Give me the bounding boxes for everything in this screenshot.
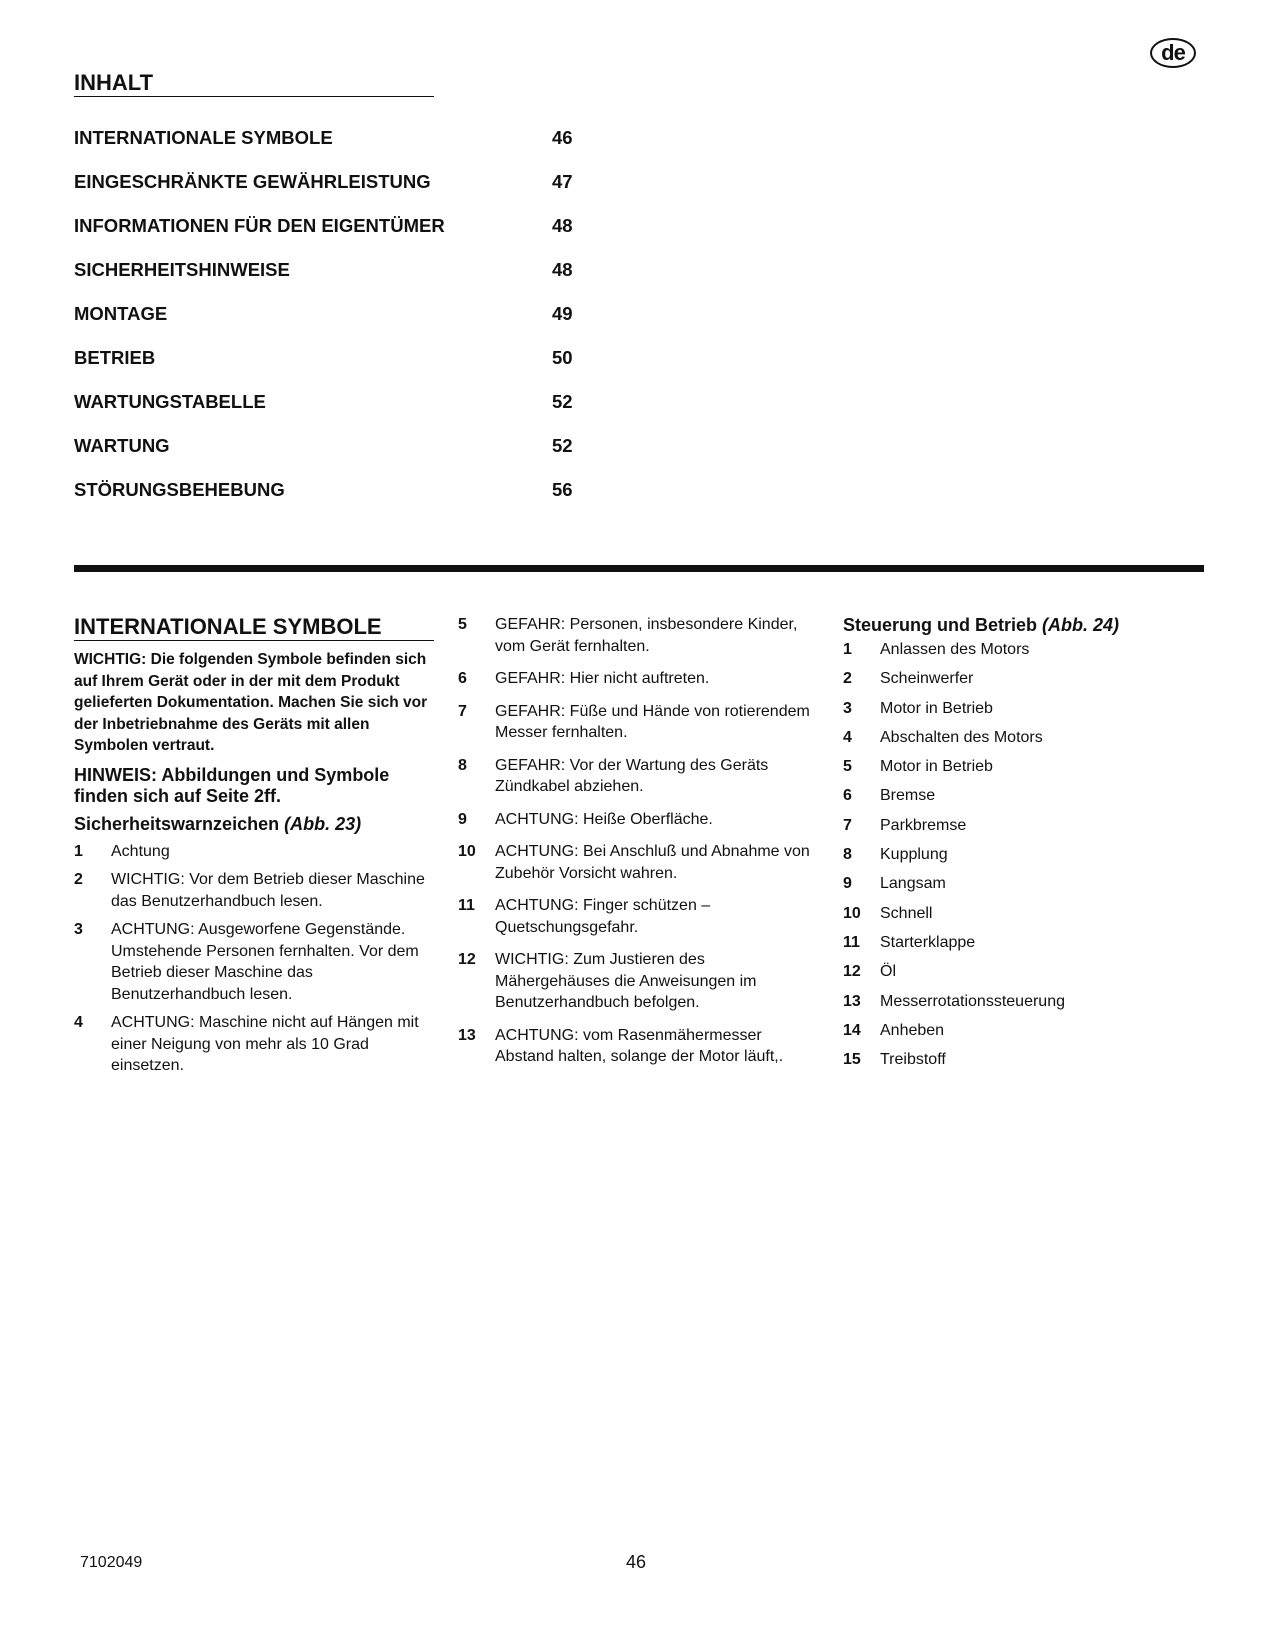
document-code: 7102049	[80, 1554, 143, 1571]
item-number: 6	[458, 670, 467, 687]
list-item	[843, 756, 1203, 778]
item-text: Motor in Betrieb	[880, 758, 993, 776]
item-number: 13	[458, 1026, 476, 1044]
toc-entry-label: INFORMATIONEN FÜR DEN EIGENTÜMER	[74, 215, 445, 236]
toc-entry-label: INTERNATIONALE SYMBOLE	[74, 127, 333, 148]
list-item	[74, 1012, 434, 1077]
list-item	[74, 841, 434, 863]
toc-entry-label: BETRIEB	[74, 347, 156, 368]
item-number: 2	[74, 871, 83, 888]
list-item	[843, 698, 1203, 720]
item-number: 3	[74, 921, 83, 938]
list-item	[458, 614, 818, 657]
toc-entry	[74, 248, 594, 292]
list-item	[843, 815, 1203, 837]
toc-entry	[74, 204, 594, 248]
item-number: 10	[843, 904, 861, 922]
toc-entry	[74, 380, 594, 424]
toc-entry-page: 48	[552, 215, 573, 236]
toc-entry-page: 49	[552, 303, 573, 324]
list-item	[458, 841, 818, 884]
column-left	[74, 614, 434, 1084]
item-number: 13	[843, 992, 861, 1010]
item-number: 12	[458, 951, 476, 968]
item-number: 9	[458, 810, 467, 828]
list-item	[843, 873, 1203, 895]
section-title: INTERNATIONALE SYMBOLE	[74, 614, 434, 641]
toc-entry-page: 52	[552, 391, 573, 412]
item-number: 7	[458, 702, 467, 720]
section-divider	[74, 565, 1204, 572]
item-number: 2	[843, 670, 852, 688]
item-number: 3	[843, 699, 852, 717]
list-item	[843, 1049, 1203, 1071]
item-text: Öl	[880, 963, 896, 981]
item-text: ACHTUNG: vom Rasenmähermesser Abstand halten, solange der Motor läuft,.	[495, 1026, 784, 1065]
list-item	[843, 785, 1203, 807]
toc-entry-page: 50	[552, 347, 573, 368]
important-notice: WICHTIG: Die folgenden Symbole befinden sich auf Ihrem Gerät oder in der mit dem Produkt gelieferten Dokumentation. Machen Sie sich vor der Inbetriebnahme des Geräts mit allen Symbolen vertraut.	[74, 651, 428, 754]
hint-notice: HINWEIS: Abbildungen und Symbole finden sich auf Seite 2ff.	[74, 764, 390, 806]
toc-entry-page: 46	[552, 127, 573, 148]
item-text: Treibstoff	[880, 1051, 946, 1069]
list-item	[74, 919, 434, 1005]
item-number: 1	[74, 842, 83, 860]
item-number: 1	[843, 641, 852, 658]
control-heading-text: Steuerung und Betrieb	[843, 615, 1038, 635]
item-text: Langsam	[880, 875, 946, 893]
item-text: Motor in Betrieb	[880, 699, 993, 717]
list-item	[843, 1020, 1203, 1042]
safety-heading	[74, 813, 434, 835]
item-number: 5	[843, 758, 852, 776]
toc-entry-label: EINGESCHRÄNKTE GEWÄHRLEISTUNG	[74, 171, 431, 192]
control-heading	[843, 614, 1203, 636]
control-figure-ref: (Abb. 24)	[1042, 615, 1120, 635]
list-item	[458, 949, 818, 1014]
list-item	[843, 961, 1203, 983]
item-text: ACHTUNG: Maschine nicht auf Hängen mit einer Neigung von mehr als 10 Grad einsetzen.	[111, 1014, 419, 1074]
list-item	[458, 1025, 818, 1068]
item-text: GEFAHR: Vor der Wartung des Geräts Zündkabel abziehen.	[495, 756, 769, 795]
list-item	[843, 991, 1203, 1013]
list-item	[458, 755, 818, 798]
list-item	[458, 895, 818, 938]
item-text: WICHTIG: Zum Justieren des Mähergehäuses die Anweisungen im Benutzerhandbuch befolgen.	[495, 951, 757, 1011]
item-text: Scheinwerfer	[880, 670, 974, 688]
toc-entry-page: 52	[552, 435, 573, 456]
item-number: 15	[843, 1051, 861, 1069]
toc-entry-page: 47	[552, 171, 573, 192]
item-number: 9	[843, 875, 852, 893]
item-text: Kupplung	[880, 846, 948, 864]
toc-entry	[74, 468, 594, 512]
item-text: WICHTIG: Vor dem Betrieb dieser Maschine das Benutzerhandbuch lesen.	[111, 871, 425, 910]
language-badge: de	[1150, 38, 1196, 68]
item-number: 12	[843, 963, 861, 981]
list-item	[74, 869, 434, 912]
item-text: Starterklappe	[880, 933, 976, 951]
item-text: Anlassen des Motors	[880, 641, 1030, 658]
toc-entry	[74, 424, 594, 468]
list-item	[458, 668, 818, 690]
toc-entry-page: 48	[552, 259, 573, 280]
item-text: Anheben	[880, 1021, 945, 1039]
item-number: 6	[843, 787, 852, 805]
item-text: GEFAHR: Personen, insbesondere Kinder, vom Gerät fernhalten.	[495, 616, 798, 655]
item-number: 11	[843, 933, 860, 951]
list-item	[843, 727, 1203, 749]
item-number: 14	[843, 1021, 861, 1039]
item-number: 5	[458, 616, 467, 633]
page-number: 46	[626, 1552, 647, 1572]
item-number: 4	[843, 728, 852, 746]
safety-heading-text: Sicherheitswarnzeichen	[74, 813, 280, 834]
item-number: 8	[843, 846, 852, 864]
toc-entry-label: MONTAGE	[74, 303, 168, 324]
list-item	[843, 932, 1203, 954]
item-text: GEFAHR: Füße und Hände von rotierendem Messer fernhalten.	[495, 702, 810, 741]
item-text: Achtung	[111, 842, 170, 860]
toc-title: INHALT	[74, 70, 434, 97]
list-item	[843, 903, 1203, 925]
toc-entry-label: STÖRUNGSBEHEBUNG	[74, 479, 285, 500]
item-text: Abschalten des Motors	[880, 728, 1043, 746]
item-text: ACHTUNG: Bei Anschluß und Abnahme von Zubehör Vorsicht wahren.	[495, 843, 810, 882]
item-text: ACHTUNG: Finger schützen – Quetschungsgefahr.	[495, 897, 711, 936]
toc-entry-page: 56	[552, 479, 573, 500]
item-number: 8	[458, 756, 467, 774]
toc-entry-label: SICHERHEITSHINWEISE	[74, 259, 290, 280]
table-of-contents	[74, 116, 594, 512]
item-text: Bremse	[880, 787, 936, 805]
item-number: 4	[74, 1014, 83, 1031]
item-number: 10	[458, 843, 476, 860]
toc-entry-label: WARTUNG	[74, 435, 170, 456]
toc-entry-label: WARTUNGSTABELLE	[74, 391, 266, 412]
list-item	[458, 701, 818, 744]
item-text: ACHTUNG: Heiße Oberfläche.	[495, 810, 713, 828]
column-right	[843, 614, 1203, 1078]
item-text: Schnell	[880, 904, 933, 922]
item-text: GEFAHR: Hier nicht auftreten.	[495, 670, 710, 687]
toc-entry	[74, 116, 594, 160]
toc-entry	[74, 336, 594, 380]
toc-entry	[74, 160, 594, 204]
item-text: Messerrotationssteuerung	[880, 992, 1065, 1010]
item-text: ACHTUNG: Ausgeworfene Gegenstände. Umstehende Personen fernhalten. Vor dem Betrieb dieser Maschine das Benutzerhandbuch lesen.	[111, 921, 419, 1003]
toc-entry	[74, 292, 594, 336]
list-item	[843, 668, 1203, 690]
column-middle	[458, 614, 818, 1079]
item-text: Parkbremse	[880, 816, 967, 834]
item-number: 7	[843, 816, 852, 834]
item-number: 11	[458, 897, 475, 914]
list-item	[458, 809, 818, 831]
safety-figure-ref: (Abb. 23)	[284, 813, 362, 834]
list-item	[843, 844, 1203, 866]
list-item	[843, 639, 1203, 661]
